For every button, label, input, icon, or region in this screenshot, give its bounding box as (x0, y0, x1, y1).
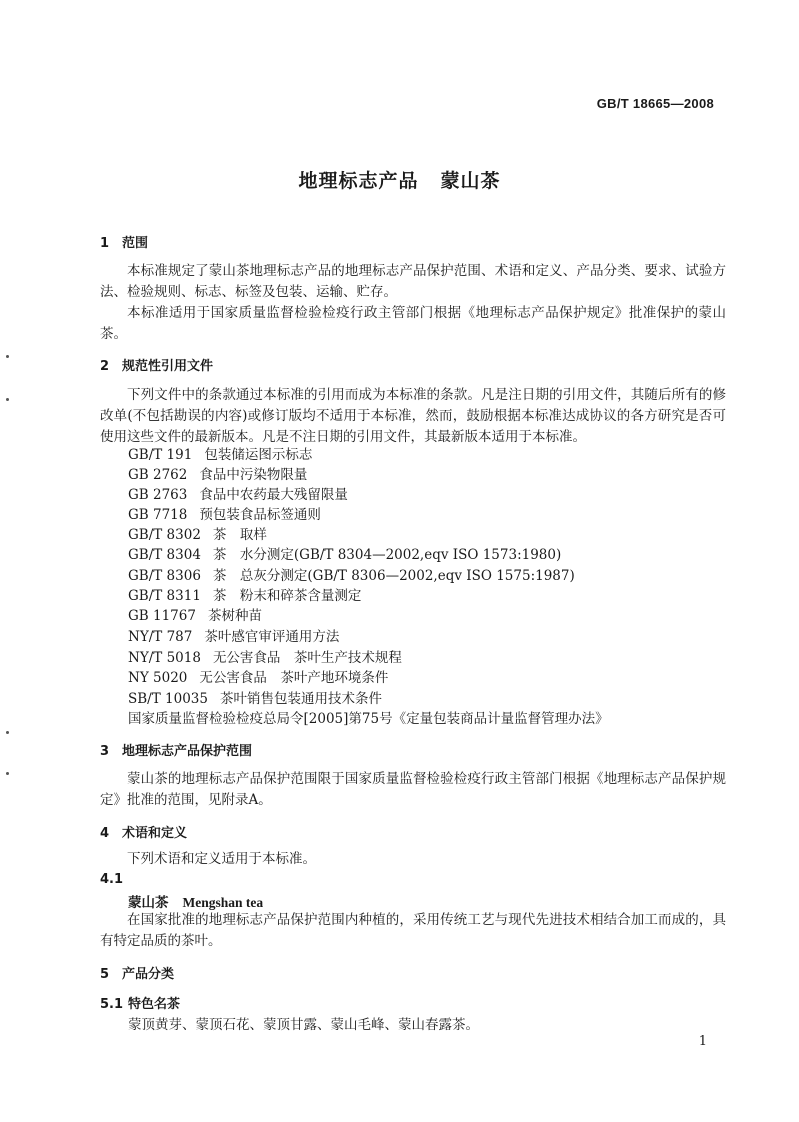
section-title: 规范性引用文件 (122, 359, 214, 374)
section-3-heading (100, 740, 252, 759)
reference-code: SB/T 10035 (128, 691, 208, 707)
reference-code: GB 7718 (128, 507, 188, 523)
reference-code: NY/T 5018 (128, 650, 201, 666)
section-number: 4 (100, 826, 110, 841)
section-5-heading (100, 963, 174, 982)
standard-number: GB/T 18665—2008 (596, 96, 714, 111)
reference-title: 茶叶感官审评通用方法 (204, 629, 340, 645)
reference-item (128, 465, 307, 485)
title-part-2: 蒙山茶 (440, 170, 501, 192)
term-definition: 在国家批准的地理标志产品保护范围内种植的，采用传统工艺与现代先进技术相结合加工而成的，具有特定品质的茶叶。 (100, 912, 726, 949)
section-title: 地理标志产品保护范围 (122, 744, 253, 759)
subsection-title: 特色名茶 (128, 997, 181, 1012)
scan-speck (6, 772, 9, 775)
tea-varieties: 蒙顶黄芽、蒙顶石花、蒙顶甘露、蒙山毛峰、蒙山春露茶。 (128, 1017, 479, 1033)
reference-item (128, 566, 575, 586)
section-3-paragraph: 蒙山茶的地理标志产品保护范围限于国家质量监督检验检疫行政主管部门根据《地理标志产品保护规定》批准的范围，见附录A。 (100, 771, 726, 808)
reference-code: NY 5020 (128, 670, 188, 686)
reference-item (128, 648, 402, 668)
reference-title: 无公害食品 茶叶产地环境条件 (199, 670, 389, 686)
section-number: 1 (100, 236, 110, 251)
reference-item (128, 627, 339, 647)
reference-title: 预包装食品标签通则 (199, 507, 321, 523)
page-number: 1 (698, 1034, 707, 1049)
subsection-5-1-heading (100, 993, 180, 1012)
reference-code: GB/T 191 (128, 447, 193, 463)
reference-code: NY/T 787 (128, 629, 193, 645)
reference-item (128, 485, 348, 505)
section-4-heading (100, 822, 187, 841)
scan-speck (6, 355, 9, 358)
reference-item (128, 525, 267, 545)
page-title (0, 166, 799, 193)
reference-item (128, 545, 561, 565)
subsection-number: 5.1 (100, 997, 124, 1012)
section-1-paragraph-2: 本标准适用于国家质量监督检验检疫行政主管部门根据《地理标志产品保护规定》批准保护的蒙山茶。 (100, 305, 726, 342)
reference-item (128, 445, 312, 465)
section-number: 3 (100, 744, 110, 759)
reference-code: GB/T 8311 (128, 588, 201, 604)
section-number: 2 (100, 359, 110, 374)
reference-code: GB/T 8304 (128, 547, 201, 563)
reference-item (128, 586, 361, 606)
section-title: 术语和定义 (122, 826, 188, 841)
section-2-intro: 下列文件中的条款通过本标准的引用而成为本标准的条款。凡是注日期的引用文件，其随后所有的修改单(不包括勘误的内容)或修订版均不适用于本标准，然而，鼓励根据本标准达成协议的各方研究是否可使用这些文件的最新版本。凡是不注日期的引用文件，其最新版本适用于本标准。 (100, 387, 726, 445)
reference-title: 茶叶销售包装通用技术条件 (219, 691, 382, 707)
reference-code: GB 2763 (128, 487, 188, 503)
reference-item (128, 668, 388, 688)
reference-title: 食品中农药最大残留限量 (199, 487, 348, 503)
reference-title: 茶 粉末和碎茶含量测定 (212, 588, 362, 604)
title-part-1: 地理标志产品 (298, 170, 419, 192)
reference-title: 茶 取样 (212, 527, 267, 543)
reference-title: 茶树种苗 (207, 608, 262, 624)
reference-title: 茶 总灰分测定(GB/T 8306—2002,eqv ISO 1575:1987) (212, 568, 575, 584)
term-chinese: 蒙山茶 (128, 895, 169, 911)
reference-item (128, 689, 382, 709)
reference-title: 茶 水分测定(GB/T 8304—2002,eqv ISO 1573:1980) (212, 547, 562, 563)
reference-code: GB 11767 (128, 608, 196, 624)
term-entry (128, 891, 263, 911)
reference-item (128, 505, 321, 525)
reference-code: GB/T 8302 (128, 527, 201, 543)
section-4-intro: 下列术语和定义适用于本标准。 (127, 851, 316, 867)
section-title: 范围 (122, 236, 149, 251)
reference-title: 食品中污染物限量 (199, 467, 308, 483)
section-1-heading (100, 232, 148, 251)
scan-speck (6, 398, 9, 401)
scan-speck (6, 731, 9, 734)
section-title: 产品分类 (122, 967, 175, 982)
section-1-paragraph-1: 本标准规定了蒙山茶地理标志产品的地理标志产品保护范围、术语和定义、产品分类、要求、试验方法、检验规则、标志、标签及包装、运输、贮存。 (100, 263, 726, 300)
term-english: Mengshan tea (182, 895, 264, 910)
reference-title: 包装储运图示标志 (204, 447, 313, 463)
reference-code: GB 2762 (128, 467, 188, 483)
section-2-heading (100, 355, 213, 374)
section-number: 5 (100, 967, 110, 982)
reference-code: GB/T 8306 (128, 568, 201, 584)
reference-order: 国家质量监督检验检疫总局令[2005]第75号《定量包装商品计量监督管理办法》 (128, 711, 609, 727)
reference-title: 无公害食品 茶叶生产技术规程 (212, 650, 402, 666)
subsection-number: 4.1 (100, 872, 124, 887)
reference-item (128, 606, 262, 626)
